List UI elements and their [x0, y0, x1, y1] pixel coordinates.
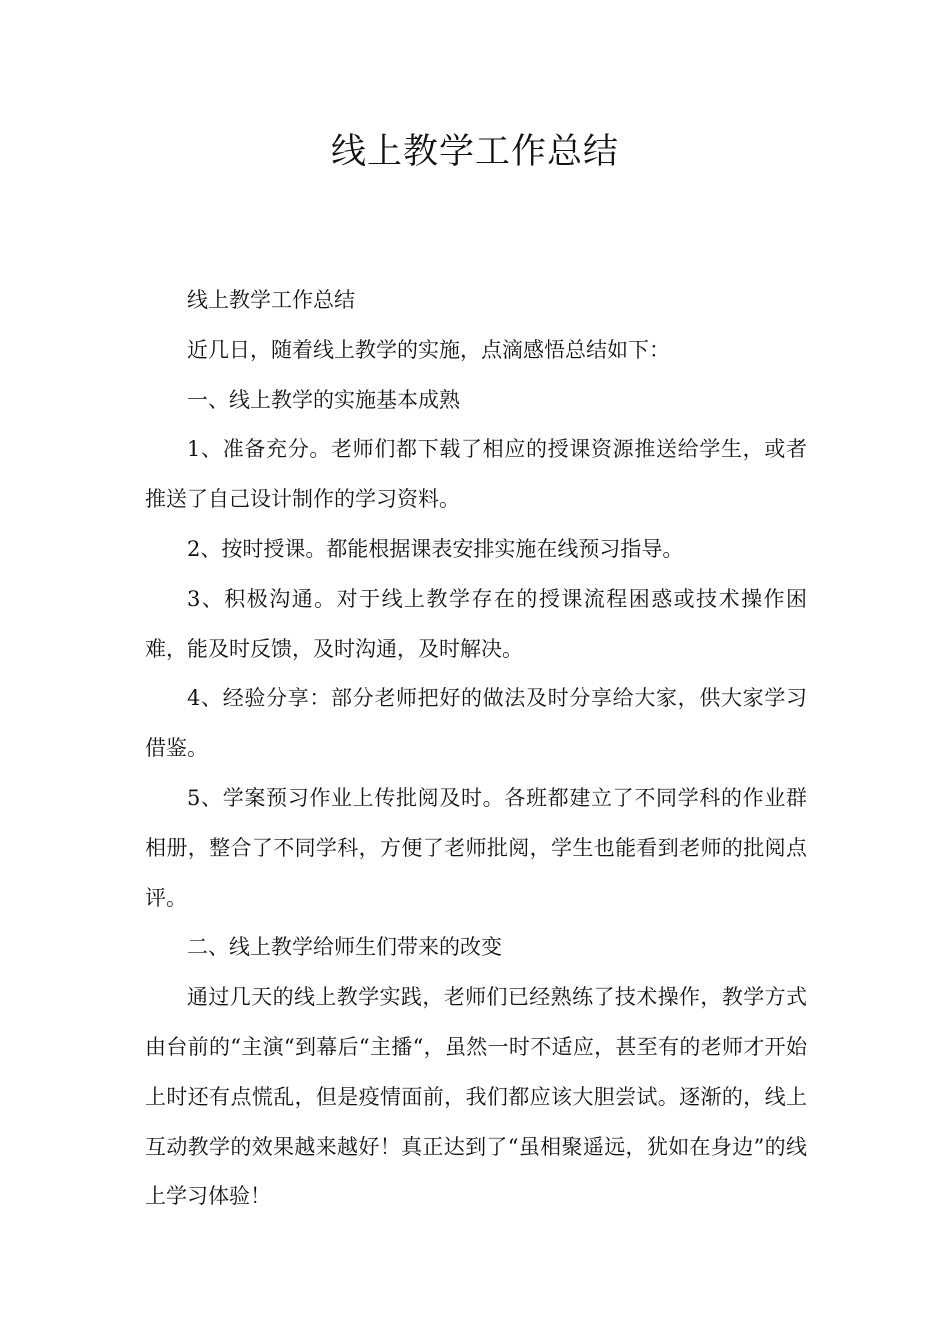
paragraph-item-4: 4、经验分享：部分老师把好的做法及时分享给大家，供大家学习借鉴。 [145, 686, 807, 761]
document-title: 线上教学工作总结 [330, 132, 619, 172]
paragraph-item-5: 5、学案预习作业上传批阅及时。各班都建立了不同学科的作业群相册，整合了不同学科，方便了老师批阅，学生也能看到老师的批阅点评。 [145, 785, 807, 910]
section-heading-2: 二、线上教学给师生们带来的改变 [187, 935, 502, 960]
document-body [145, 276, 807, 1222]
paragraph-subtitle: 线上教学工作总结 [187, 288, 355, 312]
paragraph-changes: 通过几天的线上教学实践，老师们已经熟练了技术操作，教学方式由台前的“主演“到幕后“主播“，虽然一时不适应，甚至有的老师才开始上时还有点慌乱，但是疫情面前，我们都应该大胆尝试。逐渐的，线上互动教学的效果越来越好！真正达到了“虽相聚遥远，犹如在身边”的线上学习体验！ [145, 985, 807, 1209]
section-heading-1: 一、线上教学的实施基本成熟 [187, 387, 460, 412]
paragraph-item-2: 2、按时授课。都能根据课表安排实施在线预习指导。 [187, 536, 684, 561]
paragraph-item-1: 1、准备充分。老师们都下载了相应的授课资源推送给学生，或者推送了自己设计制作的学习资料。 [145, 437, 807, 512]
paragraph-item-3: 3、积极沟通。对于线上教学存在的授课流程困惑或技术操作困难，能及时反馈，及时沟通，及时解决。 [145, 586, 807, 661]
paragraph-intro: 近几日，随着线上教学的实施，点滴感悟总结如下： [187, 337, 670, 362]
